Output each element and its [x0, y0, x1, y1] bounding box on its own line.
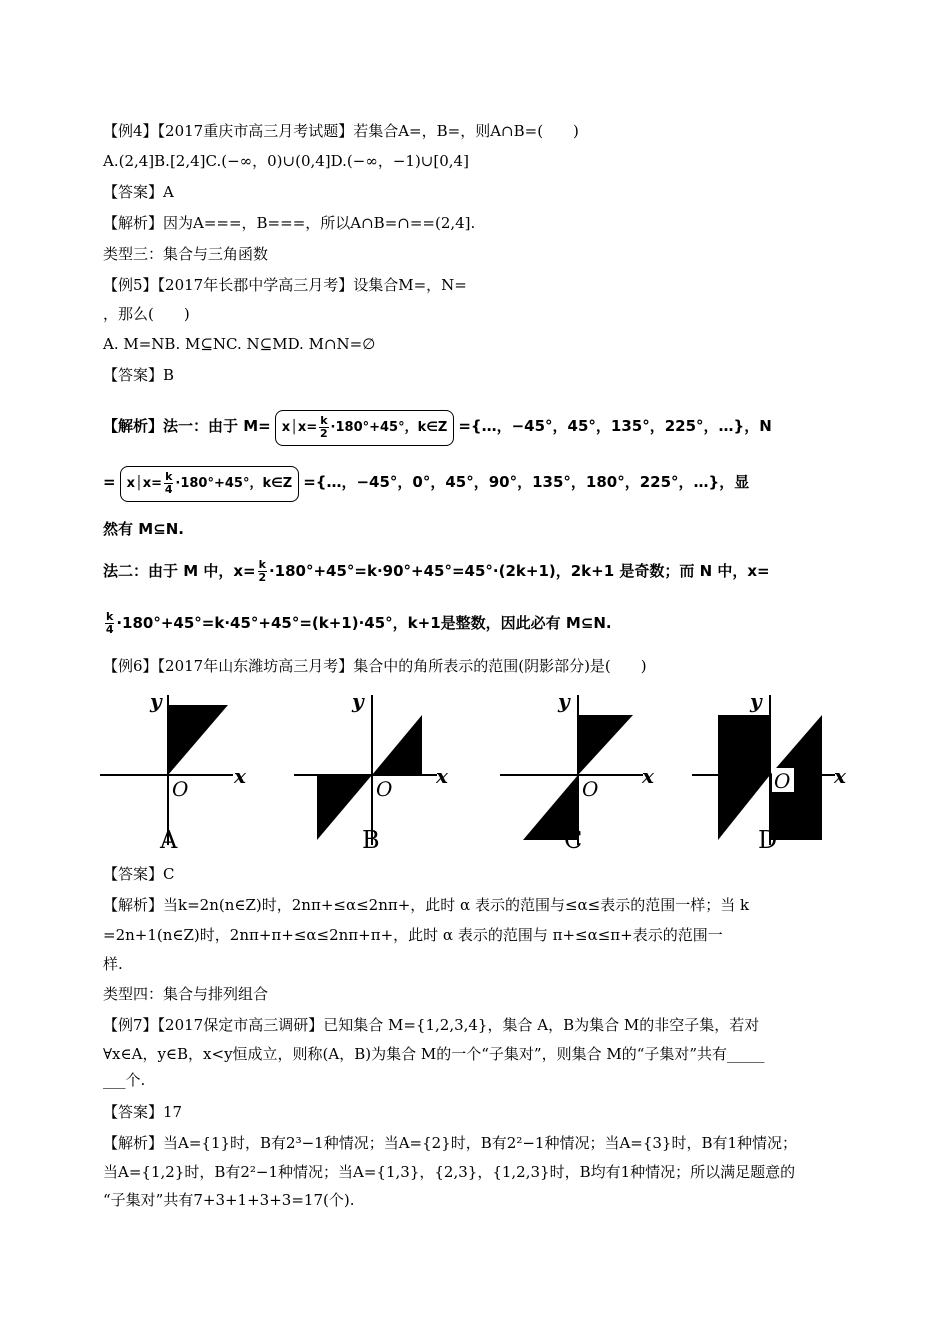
ex7-title: 【例7】【2017保定市高三调研】已知集合 M={1,2,3,4}，集合 A，B为集合 M的非空子集，若对 [103, 1016, 760, 1034]
ex6-analysis-1: 【解析】当k=2n(n∈Z)时，2nπ+≤α≤2nπ+，此时 α 表示的范围与≤α≤表示的范围一样；当 k [103, 896, 750, 914]
ex7-line3: ___个. [103, 1071, 146, 1089]
ex6-analysis-3: 样. [103, 955, 123, 973]
frac-k-4-den: 4 [164, 483, 173, 496]
ex5-method1-line1 [103, 410, 772, 446]
ex4-answer: 【答案】A [103, 183, 174, 201]
frac-k-4b [105, 611, 114, 636]
ex7-line2: ∀x∈A，y∈B，x<y恒成立，则称(A，B)为集合 M的一个“子集对”，则集合 M的“子集对”共有_____ [103, 1045, 765, 1063]
ex5-cont: ，那么( ) [103, 305, 190, 323]
ex5-method1-line3: 然有 M⊆N. [103, 520, 184, 538]
ex5-m1-a: 【解析】法一：由于 M= [103, 417, 271, 435]
ex4-analysis: 【解析】因为A===，B===，所以A∩B=∩==(2,4]. [103, 214, 476, 232]
origin-label: O [582, 777, 599, 801]
x-label: x [436, 764, 448, 788]
ex5-answer: 【答案】B [103, 366, 175, 384]
figure-a [98, 690, 258, 855]
shaded-region-upper [372, 715, 422, 775]
ex5-method2-line1 [103, 556, 770, 586]
y-label: y [558, 690, 570, 713]
set-n-post: ·180°+45°，k∈Z [175, 476, 293, 491]
ex5-m1-d: ={…，−45°，0°，45°，90°，135°，180°，225°，…}，显 [303, 473, 750, 491]
ex5-method1-line2 [103, 466, 749, 502]
ex5-m1-b: ={…，−45°，45°，135°，225°，…}，N [458, 417, 772, 435]
ex5-m1-c: = [103, 473, 116, 491]
figure-label-b: B [362, 826, 380, 854]
set-m-post: ·180°+45°，k∈Z [330, 420, 448, 435]
figure-d [690, 690, 855, 855]
ex5-method2-line2 [103, 608, 612, 638]
set-m [275, 410, 455, 446]
shaded-region-upper [578, 715, 633, 775]
frac-k-4 [164, 471, 173, 496]
origin-label: O [774, 769, 791, 793]
type4-heading: 类型四：集合与排列组合 [103, 985, 269, 1003]
ex6-analysis-2: =2n+1(n∈Z)时，2nπ+π+≤α≤2nπ+π+，此时 α 表示的范围与 π+≤α≤π+表示的范围一 [103, 926, 723, 944]
ex6-answer: 【答案】C [103, 865, 175, 883]
ex5-title: 【例5】【2017年长郡中学高三月考】设集合M=，N= [103, 276, 467, 294]
frac-k-2b-num: k [258, 558, 266, 571]
x-label: x [642, 764, 654, 788]
ex7-analysis-1: 【解析】当A={1}时，B有2³−1种情况；当A={2}时，B有2²−1种情况；当A={3}时，B有1种情况； [103, 1134, 798, 1152]
ex6-title: 【例6】【2017年山东潍坊高三月考】集合中的角所表示的范围(阴影部分)是( ) [103, 657, 647, 675]
frac-k-2-num: k [320, 414, 328, 427]
ex5-options: A. M=NB. M⊆NC. N⊆MD. M∩N=∅ [103, 335, 376, 353]
figure-label-d: D [758, 826, 778, 854]
frac-k-2b-den: 2 [258, 571, 267, 584]
figure-b [292, 690, 457, 855]
frac-k-4-num: k [165, 470, 173, 483]
shaded-region [168, 705, 228, 775]
frac-k-4b-num: k [106, 610, 114, 623]
x-label: x [234, 764, 246, 788]
figure-label-c: C [564, 826, 583, 854]
ex5-m2-b: ·180°+45°=k·90°+45°=45°·(2k+1)，2k+1 是奇数；而 N 中，x= [268, 562, 770, 580]
origin-label: O [172, 777, 189, 801]
figure-label-a: A [160, 826, 178, 854]
shaded-region-left [718, 715, 770, 840]
set-n-pre: x│x= [126, 476, 163, 491]
ex4-options: A.(2,4]B.[2,4]C.(−∞，0)∪(0,4]D.(−∞，−1)∪[0,4] [103, 152, 469, 170]
y-label: y [750, 690, 762, 713]
x-label: x [834, 764, 846, 788]
y-label: y [352, 690, 364, 713]
frac-k-2b [258, 559, 267, 584]
figure-c [498, 690, 663, 855]
ex5-m2-c: ·180°+45°=k·45°+45°=(k+1)·45°，k+1是整数，因此必有 M⊆N. [116, 614, 612, 632]
frac-k-2 [319, 415, 328, 440]
ex5-m2-a: 法二：由于 M 中，x= [103, 562, 256, 580]
set-n [120, 466, 300, 502]
ex7-analysis-2: 当A={1,2}时，B有2²−1种情况；当A={1,3}，{2,3}，{1,2,3}时，B均有1种情况；所以满足题意的 [103, 1163, 796, 1181]
origin-label: O [376, 777, 393, 801]
type3-heading: 类型三：集合与三角函数 [103, 245, 269, 263]
y-label: y [150, 690, 162, 713]
ex7-analysis-3: “子集对”共有7+3+1+3+3=17(个). [103, 1191, 355, 1209]
frac-k-4b-den: 4 [105, 623, 114, 636]
ex4-title: 【例4】【2017重庆市高三月考试题】若集合A=，B=，则A∩B=( ) [103, 122, 579, 140]
ex7-answer: 【答案】17 [103, 1103, 183, 1121]
frac-k-2-den: 2 [320, 427, 328, 440]
set-m-pre: x│x= [281, 420, 318, 435]
